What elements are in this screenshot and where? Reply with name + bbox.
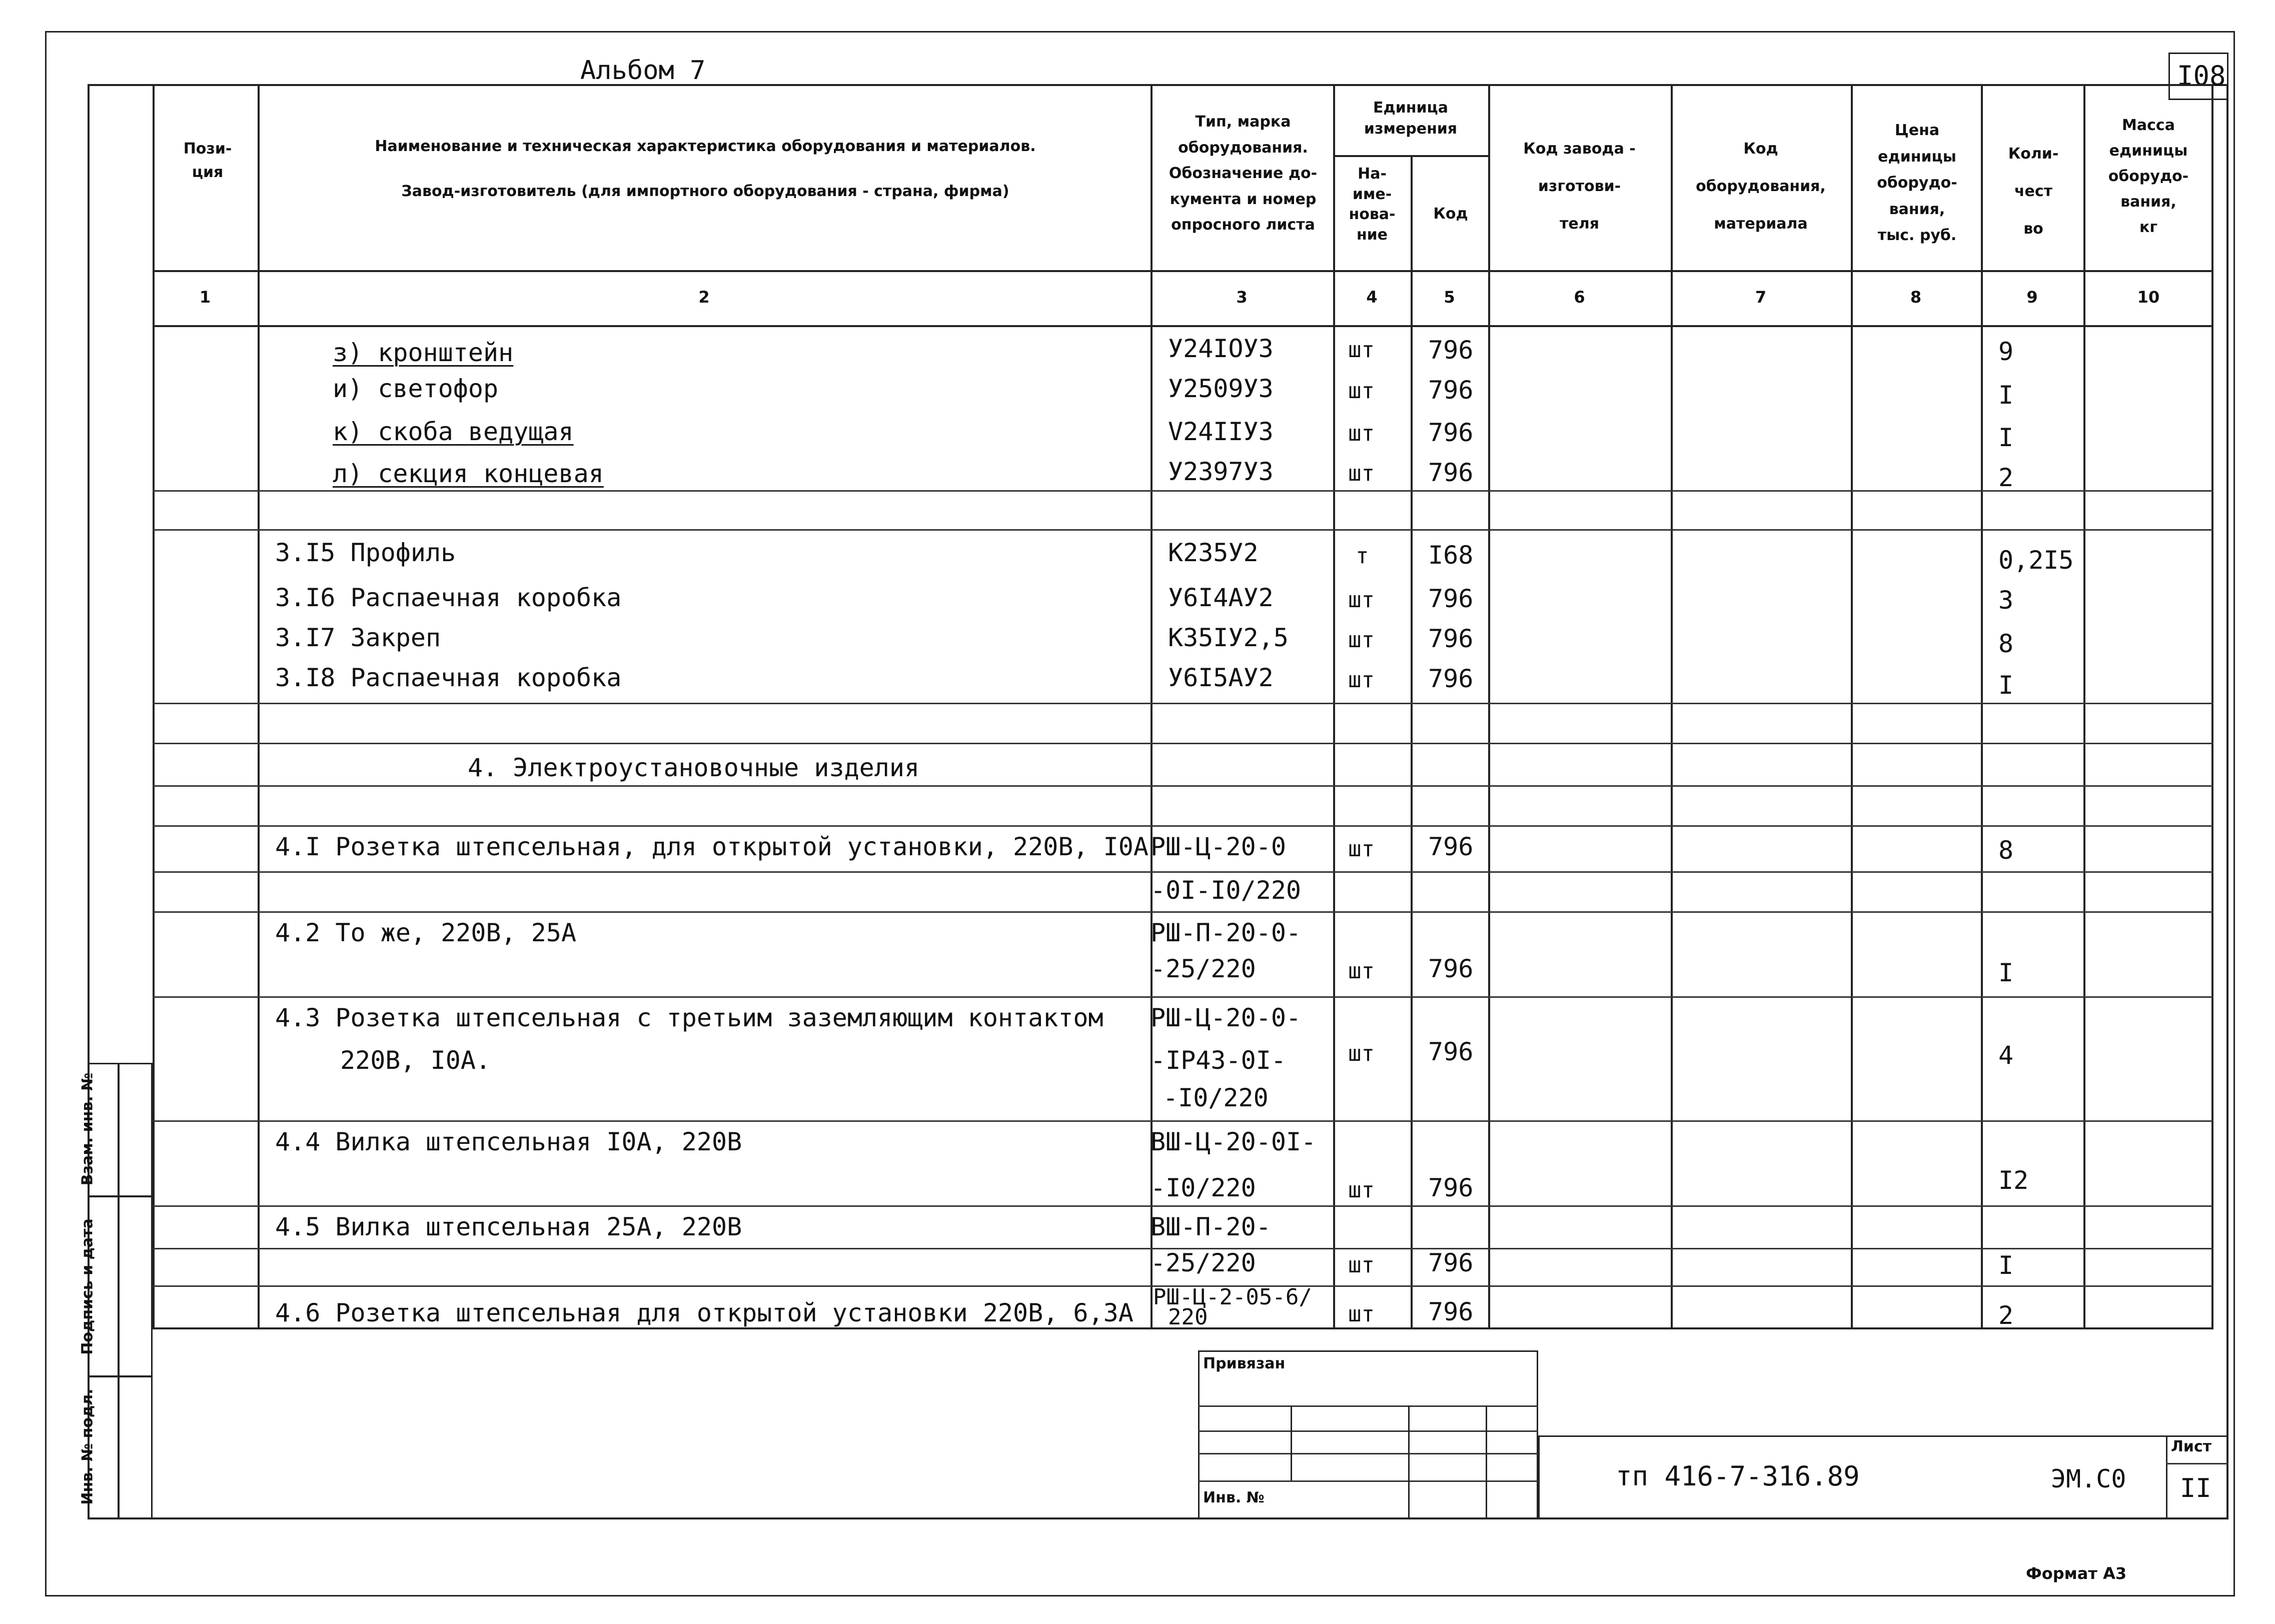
linked-label: Привязан xyxy=(1203,1355,1286,1372)
row-type: ВШ-Ц-20-0I- xyxy=(1151,1127,1317,1156)
col-number-7: 7 xyxy=(1755,288,1767,307)
row-name: и) светофор xyxy=(333,374,499,403)
row-qty: 4 xyxy=(1998,1041,2014,1070)
row-name: л) секция концевая xyxy=(333,459,604,488)
row-type: У24IОУЗ xyxy=(1168,334,1274,363)
header-mass: Масса единицы оборудо- вания, кг xyxy=(2108,117,2189,236)
col-line-4 xyxy=(1411,155,1413,1329)
col-number-3: 3 xyxy=(1236,288,1248,307)
row-line xyxy=(153,825,2213,827)
row-unit: шт xyxy=(1348,337,1375,363)
row-type: -25/220 xyxy=(1151,954,1256,983)
row-unit: шт xyxy=(1348,958,1375,984)
row-name: 4.6 Розетка штепсельная для открытой установки 220В, 6,3А xyxy=(275,1298,1133,1327)
row-type: -25/220 xyxy=(1151,1248,1256,1277)
col-number-1: 1 xyxy=(199,288,211,307)
header-type: Тип, марка оборудования. Обозначение до- кумента и номер опросного листа xyxy=(1169,113,1318,234)
row-unit: шт xyxy=(1348,627,1375,653)
stamp-line xyxy=(1198,1453,1538,1454)
colnum-bottom-line xyxy=(153,325,2213,327)
row-unit: шт xyxy=(1348,836,1375,862)
row-unit: шт xyxy=(1348,667,1375,693)
row-code: 796 xyxy=(1428,624,1474,653)
row-unit: т xyxy=(1356,543,1369,569)
doc-code: тп 416-7-316.89 xyxy=(1616,1460,1860,1492)
row-name: 3.I5 Профиль xyxy=(275,538,456,567)
row-type: У2397УЗ xyxy=(1168,457,1274,486)
row-code: 796 xyxy=(1428,458,1474,487)
row-line xyxy=(153,703,2213,704)
row-line xyxy=(153,529,2213,531)
header-equipment-code: Код оборудования, материала xyxy=(1696,140,1826,233)
side-strip xyxy=(88,1063,153,1519)
row-code: 796 xyxy=(1428,376,1474,405)
side-label-replaced-inv: Взам. инв. № xyxy=(79,1072,97,1186)
stamp-line xyxy=(1198,1405,1538,1407)
row-code: 796 xyxy=(1428,832,1474,861)
row-code: I68 xyxy=(1428,541,1474,570)
row-name: 3.I8 Распаечная коробка xyxy=(275,663,622,692)
row-line xyxy=(153,1205,2213,1207)
stamp-vline xyxy=(1408,1405,1410,1519)
col-number-8: 8 xyxy=(1910,288,1922,307)
row-code: 796 xyxy=(1428,1037,1474,1066)
page-number: I08 xyxy=(2177,60,2226,92)
sheet-mark: ЭМ.С0 xyxy=(2051,1464,2126,1493)
row-line xyxy=(153,743,2213,744)
col-number-5: 5 xyxy=(1444,288,1455,307)
row-type: К235У2 xyxy=(1168,538,1259,567)
header-quantity: Коли- чест во xyxy=(2008,145,2059,238)
row-code: 796 xyxy=(1428,1248,1474,1277)
row-type: ВШ-П-20- xyxy=(1151,1212,1271,1241)
col-number-9: 9 xyxy=(2026,288,2038,307)
row-type: -I0/220 xyxy=(1151,1173,1256,1202)
col-number-2: 2 xyxy=(698,288,710,307)
row-name: 4.I Розетка штепсельная, для открытой установки, 220В, I0А xyxy=(275,832,1149,861)
row-type: -0I-I0/220 xyxy=(1151,876,1302,905)
row-type-cont: 220 xyxy=(1168,1304,1208,1330)
row-type: -IР43-0I- xyxy=(1151,1046,1286,1075)
row-qty: 0,2I5 xyxy=(1998,546,2074,575)
row-qty: 8 xyxy=(1998,836,2014,865)
row-type: У6I5АУ2 xyxy=(1168,663,1274,692)
row-name: 4.4 Вилка штепсельная I0А, 220В xyxy=(275,1127,742,1156)
row-code: 796 xyxy=(1428,1173,1474,1202)
side-line xyxy=(88,1375,153,1377)
stamp-line xyxy=(1198,1430,1538,1432)
row-name: з) кронштейн xyxy=(333,338,514,367)
row-name: 220В, I0А. xyxy=(340,1046,491,1075)
row-type: К35IУ2,5 xyxy=(1168,623,1289,652)
row-code: 796 xyxy=(1428,954,1474,983)
side-line xyxy=(88,1195,153,1197)
row-name: 4.5 Вилка штепсельная 25А, 220В xyxy=(275,1212,742,1241)
album-label: Альбом 7 xyxy=(580,56,706,86)
row-qty: I xyxy=(1998,381,2014,410)
col-number-6: 6 xyxy=(1574,288,1585,307)
side-label-signature-date: Подпись и дата xyxy=(79,1218,97,1355)
row-type: У2509УЗ xyxy=(1168,374,1274,403)
row-qty: 9 xyxy=(1998,337,2014,366)
row-unit: шт xyxy=(1348,378,1375,404)
col-number-10: 10 xyxy=(2137,288,2160,307)
section-heading: 4. Электроустановочные изделия xyxy=(468,753,920,782)
row-name: 4.2 То же, 220В, 25А xyxy=(275,918,577,947)
row-unit: шт xyxy=(1348,1301,1375,1327)
row-name: 3.I7 Закреп xyxy=(275,623,441,652)
format-label: Формат А3 xyxy=(2026,1564,2127,1583)
row-unit: шт xyxy=(1348,1041,1375,1066)
row-line xyxy=(153,1120,2213,1122)
row-qty: 3 xyxy=(1998,586,2014,615)
row-qty: I xyxy=(1998,671,2014,700)
stamp-line xyxy=(1198,1480,1538,1482)
stamp-vline xyxy=(1291,1405,1292,1480)
row-type: V24IIУЗ xyxy=(1168,417,1274,446)
col-number-4: 4 xyxy=(1366,288,1378,307)
row-unit: шт xyxy=(1348,421,1375,446)
row-unit: шт xyxy=(1348,1177,1375,1203)
row-qty: I xyxy=(1998,423,2014,452)
row-line xyxy=(153,871,2213,873)
row-type: РШ-П-20-0- xyxy=(1151,918,1302,947)
sheet-label: Лист xyxy=(2171,1438,2212,1455)
row-unit: шт xyxy=(1348,461,1375,486)
row-code: 796 xyxy=(1428,336,1474,365)
side-label-original-inv: Инв. № подл. xyxy=(79,1388,97,1505)
row-unit: шт xyxy=(1348,1252,1375,1278)
header-plant-code: Код завода - изготови- теля xyxy=(1523,140,1636,233)
row-qty: 8 xyxy=(1998,629,2014,658)
side-line xyxy=(118,1063,120,1519)
header-price: Цена единицы оборудо- вания, тыс. руб. xyxy=(1877,122,1957,244)
row-name: 3.I6 Распаечная коробка xyxy=(275,583,622,612)
header-unit-name: На- име- нова- ние xyxy=(1349,165,1396,244)
row-qty: 2 xyxy=(1998,463,2014,492)
row-line xyxy=(153,996,2213,998)
inv-no-label: Инв. № xyxy=(1203,1489,1265,1506)
header-name-line2: Завод-изготовитель (для импортного оборудования - страна, фирма) xyxy=(401,183,1009,200)
row-unit: шт xyxy=(1348,587,1375,613)
row-code: 796 xyxy=(1428,584,1474,613)
row-type: РШ-Ц-20-0 xyxy=(1151,832,1286,861)
row-name: 4.3 Розетка штепсельная с третьим заземляющим контактом xyxy=(275,1003,1103,1032)
row-code: 796 xyxy=(1428,1297,1474,1326)
row-code: 796 xyxy=(1428,664,1474,693)
row-type: РШ-Ц-2-05-6/ xyxy=(1153,1284,1312,1310)
row-name: к) скоба ведущая xyxy=(333,417,574,446)
row-qty: I2 xyxy=(1998,1166,2029,1195)
row-code: 796 xyxy=(1428,418,1474,447)
header-name-line1: Наименование и техническая характеристика оборудования и материалов. xyxy=(375,138,1036,155)
row-line xyxy=(153,785,2213,787)
sheet-number: II xyxy=(2180,1473,2211,1503)
unit-group-line xyxy=(1333,155,1488,157)
row-type: РШ-Ц-20-0- xyxy=(1151,1003,1302,1032)
header-position: Пози- ция xyxy=(183,140,232,181)
header-bottom-line xyxy=(153,270,2213,272)
row-line xyxy=(153,490,2213,492)
row-line xyxy=(153,911,2213,913)
row-type: У6I4АУ2 xyxy=(1168,583,1274,612)
row-type: -I0/220 xyxy=(1163,1083,1269,1112)
header-unit-code: Код xyxy=(1433,205,1468,223)
row-qty: I xyxy=(1998,1251,2014,1280)
row-qty: 2 xyxy=(1998,1301,2014,1330)
sheet-box-line xyxy=(2166,1435,2167,1519)
row-qty: I xyxy=(1998,958,2014,987)
stamp-vline xyxy=(1486,1405,1487,1519)
header-unit-group: Единица измерения xyxy=(1364,99,1458,138)
sheet-box-line xyxy=(2166,1463,2228,1464)
